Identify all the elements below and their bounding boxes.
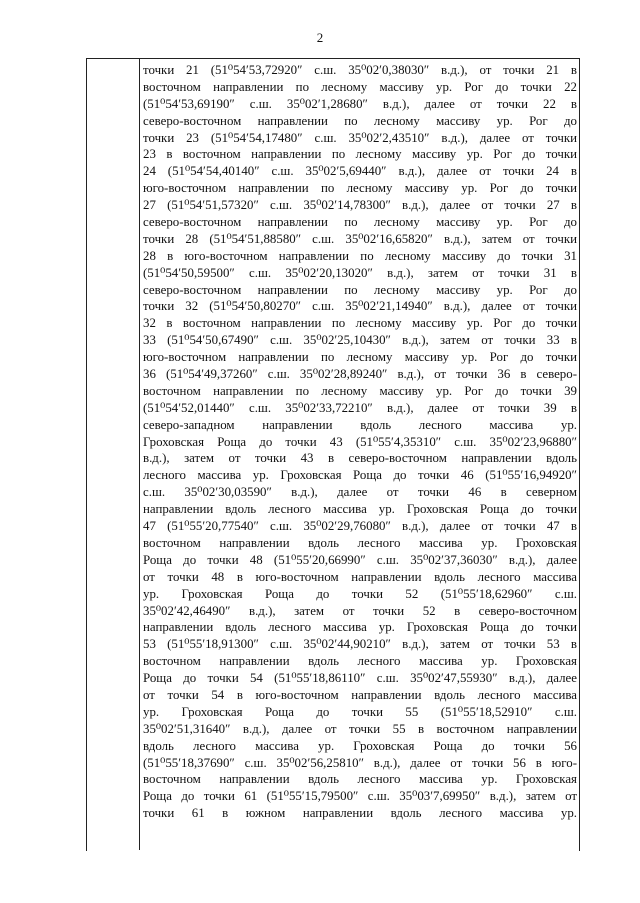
text-line: ур. Гроховская Роща до точки 55 (51⁰55′18,52910″ с.ш.	[143, 704, 577, 719]
text-line: 33 (51⁰54′50,67490″ с.ш. 35⁰02′25,10430″ в.д.), затем от точки 33 в	[143, 333, 577, 348]
text-line: точки 32 (51⁰54′50,80270″ с.ш. 35⁰02′21,14940″ в.д.), далее от точки	[143, 299, 577, 314]
text-line: 47 (51⁰55′20,77540″ с.ш. 35⁰02′29,76080″ в.д.), далее от точки 47 в	[143, 519, 577, 534]
text-line: ур. Гроховская Роща до точки 52 (51⁰55′18,62960″ с.ш.	[143, 586, 577, 601]
text-line: 35⁰02′42,46490″ в.д.), затем от точки 52 в северо-восточном	[143, 603, 577, 618]
text-line: Роща до точки 48 (51⁰55′20,66990″ с.ш. 35⁰02′37,36030″ в.д.), далее	[143, 552, 577, 567]
text-line: восточном направлении по лесному массиву ур. Рог до точки 39	[143, 383, 577, 398]
text-line: северо-восточном направлении по лесному массиву ур. Рог до	[143, 282, 577, 297]
text-line: (51⁰55′18,37690″ с.ш. 35⁰02′56,25810″ в.д.), далее от точки 56 в юго-	[143, 755, 577, 770]
text-line: от точки 54 в юго-восточном направлении вдоль лесного массива	[143, 687, 577, 702]
text-line: Гроховская Роща до точки 43 (51⁰55′4,35310″ с.ш. 35⁰02′23,96880″	[143, 434, 577, 449]
text-line: направлении вдоль лесного массива ур. Гроховская Роща до точки	[143, 502, 577, 517]
text-line: точки 61 в южном направлении вдоль лесного массива ур.	[143, 806, 577, 821]
text-line: 28 в юго-восточном направлении по лесному массиву до точки 31	[143, 248, 577, 263]
text-line: лесного массива ур. Гроховская Роща до точки 46 (51⁰55′16,94920″	[143, 468, 577, 483]
text-line: восточном направлении вдоль лесного массива ур. Гроховская	[143, 772, 577, 787]
text-line: 53 (51⁰55′18,91300″ с.ш. 35⁰02′44,90210″ в.д.), затем от точки 53 в	[143, 637, 577, 652]
text-line: (51⁰54′50,59500″ с.ш. 35⁰02′20,13020″ в.д.), затем от точки 31 в	[143, 265, 577, 280]
text-line: Роща до точки 61 (51⁰55′15,79500″ с.ш. 35⁰03′7,69950″ в.д.), затем от	[143, 789, 577, 804]
text-line: северо-западном направлении вдоль лесного массива ур.	[143, 417, 577, 432]
text-line: от точки 48 в юго-восточном направлении вдоль лесного массива	[143, 569, 577, 584]
text-line: вдоль лесного массива ур. Гроховская Роща до точки 56	[143, 738, 577, 753]
text-line: юго-восточном направлении по лесному массиву ур. Рог до точки	[143, 181, 577, 196]
text-line: в.д.), затем от точки 43 в северо-восточном направлении вдоль	[143, 451, 577, 466]
text-line: точки 21 (51⁰54′53,72920″ с.ш. 35⁰02′0,38030″ в.д.), от точки 21 в	[143, 63, 577, 77]
text-line: восточном направлении по лесному массиву ур. Рог до точки 22	[143, 79, 577, 94]
text-line: (51⁰54′52,01440″ с.ш. 35⁰02′33,72210″ в.д.), далее от точки 39 в	[143, 400, 577, 415]
text-line: 35⁰02′51,31640″ в.д.), далее от точки 55 в восточном направлении	[143, 721, 577, 736]
column-divider	[139, 58, 140, 850]
text-line: 27 (51⁰54′51,57320″ с.ш. 35⁰02′14,78300″ в.д.), далее от точки 27 в	[143, 198, 577, 213]
text-line: северо-восточном направлении по лесному массиву ур. Рог до	[143, 215, 577, 230]
text-line: 24 (51⁰54′54,40140″ с.ш. 35⁰02′5,69440″ в.д.), далее от точки 24 в	[143, 164, 577, 179]
text-line: восточном направлении вдоль лесного массива ур. Гроховская	[143, 535, 577, 550]
text-line: Роща до точки 54 (51⁰55′18,86110″ с.ш. 35⁰02′47,55930″ в.д.), далее	[143, 671, 577, 686]
text-line: с.ш. 35⁰02′30,03590″ в.д.), далее от точки 46 в северном	[143, 485, 577, 500]
text-line: северо-восточном направлении по лесному массиву ур. Рог до	[143, 113, 577, 128]
boundary-description-text	[143, 62, 577, 822]
text-line: 32 в восточном направлении по лесному массиву ур. Рог до точки	[143, 316, 577, 331]
text-line: (51⁰54′53,69190″ с.ш. 35⁰02′1,28680″ в.д.), далее от точки 22 в	[143, 96, 577, 111]
page-number: 2	[316, 30, 324, 45]
text-line: направлении вдоль лесного массива ур. Гроховская Роща до точки	[143, 620, 577, 635]
text-line: 23 в восточном направлении по лесному массиву ур. Рог до точки	[143, 147, 577, 162]
text-line: точки 28 (51⁰54′51,88580″ с.ш. 35⁰02′16,65820″ в.д.), затем от точки	[143, 231, 577, 246]
text-line: юго-восточном направлении по лесному массиву ур. Рог до точки	[143, 350, 577, 365]
text-line: точки 23 (51⁰54′54,17480″ с.ш. 35⁰02′2,43510″ в.д.), далее от точки	[143, 130, 577, 145]
text-line: 36 (51⁰54′49,37260″ с.ш. 35⁰02′28,89240″ в.д.), от точки 36 в северо-	[143, 367, 577, 382]
text-line: восточном направлении вдоль лесного массива ур. Гроховская	[143, 654, 577, 669]
